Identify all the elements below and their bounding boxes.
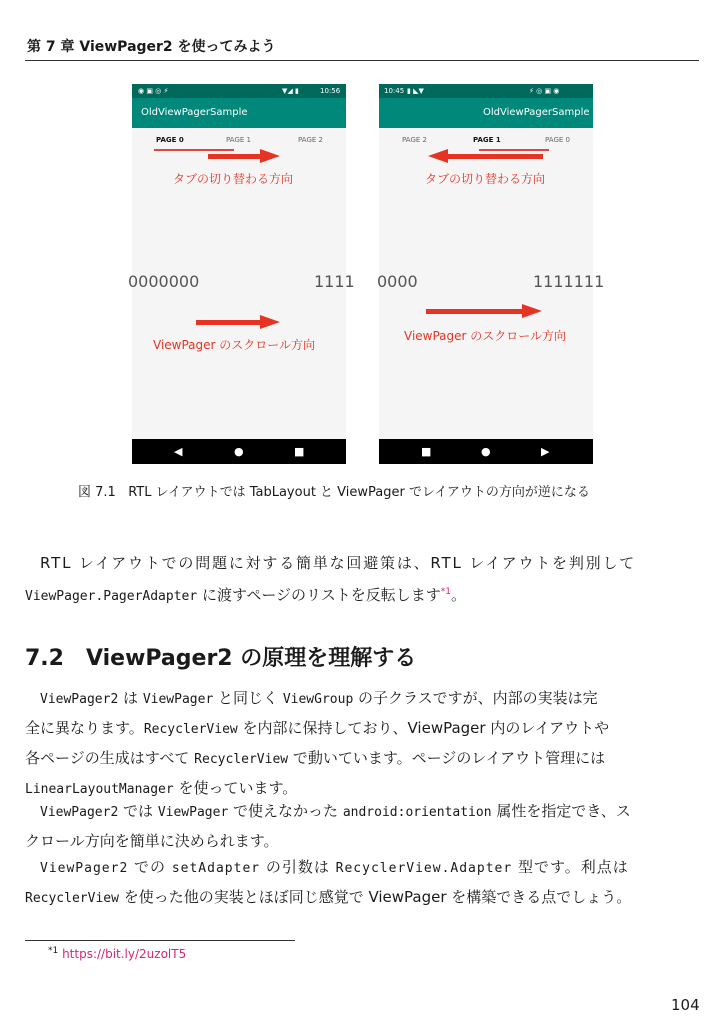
app-title: OldViewPagerSample (483, 107, 590, 118)
paragraph-line: ViewPager2 では ViewPager で使えなかった android:orientation 属性を指定でき、ス (40, 802, 631, 820)
figure-caption-text: RTL レイアウトでは TabLayout と ViewPager でレイアウトの方向が逆になる (128, 485, 590, 500)
paragraph-line: ViewPager2 での setAdapter の引数は RecyclerView.Adapter 型です。利点は (40, 858, 629, 876)
status-icons: ◉ ▣ ◎ ⚡ (138, 87, 169, 95)
footnote-ref[interactable]: *1 (440, 587, 451, 597)
code-span: ViewPager.PagerAdapter (25, 589, 198, 604)
paragraph-set-adapter (25, 853, 699, 913)
status-time: 10:56 (320, 87, 341, 95)
figure-number: 図 7.1 (78, 485, 116, 500)
back-icon[interactable]: ▶ (541, 445, 550, 458)
tab-direction-label: タブの切り替わる方向 (425, 172, 546, 186)
navigation-bar (132, 439, 346, 464)
chapter-header: 第 7 章 ViewPager2 を使ってみよう (27, 39, 276, 55)
recents-icon[interactable]: ■ (294, 445, 305, 458)
back-icon[interactable]: ◀ (174, 445, 183, 458)
page-content-left: 0000 (377, 272, 418, 291)
tab-page-1[interactable]: PAGE 1 (226, 136, 251, 144)
paragraph-line: ViewPager.PagerAdapter に渡すページのリストを反転します$^{*1}$。 (25, 586, 467, 604)
page-content-left: 0000000 (128, 272, 200, 291)
footnote-link[interactable]: https://bit.ly/2uzolT5 (62, 947, 187, 961)
tab-layout (132, 128, 346, 154)
paragraph-line: RecyclerView を使った他の実装とほぼ同じ感覚で ViewPager を構築できる点でしょう。 (25, 888, 632, 906)
app-bar (132, 98, 346, 128)
page-content-right: 1111111 (533, 272, 605, 291)
footnote-rule (25, 940, 295, 941)
figure-right-screenshot (377, 84, 605, 464)
status-bar (132, 84, 346, 98)
status-time: 10:45 (384, 87, 405, 95)
paragraph-line: クロール方向を簡単に決められます。 (25, 832, 279, 850)
signal-icon: ▮ ◣▼ (407, 87, 424, 95)
paragraph-line: RTL レイアウトでの問題に対する簡単な回避策は、RTL レイアウトを判別して (40, 554, 637, 572)
status-icons: ⚡ ◎ ▣ ◉ (529, 87, 560, 95)
tab-page-0[interactable]: PAGE 0 (156, 136, 184, 144)
page-number: 104 (671, 996, 700, 1014)
paragraph-line: 全に異なります。RecyclerView を内部に保持しており、ViewPager 内のレイアウトや (25, 719, 610, 737)
tab-indicator (154, 149, 234, 151)
paragraph-viewpager2-internals (25, 684, 699, 804)
app-bar (379, 98, 593, 128)
app-title: OldViewPagerSample (141, 107, 248, 118)
tab-indicator (479, 149, 549, 151)
paragraph-line: ViewPager2 は ViewPager と同じく ViewGroup の子クラスですが、内部の実装は完 (40, 689, 598, 707)
footnote-mark: *1 (48, 946, 59, 956)
navigation-bar (379, 439, 593, 464)
paragraph-line: LinearLayoutManager を使っています。 (25, 779, 298, 797)
page-content-right: 1111 (314, 272, 355, 291)
paragraph-rtl-workaround (25, 549, 699, 611)
home-icon[interactable]: ● (481, 445, 491, 458)
tab-page-1[interactable]: PAGE 1 (473, 136, 501, 144)
status-bar (379, 84, 593, 98)
tab-layout (379, 128, 593, 154)
paragraph-line: 各ページの生成はすべて RecyclerView で動いています。ページのレイアウト管理には (25, 749, 606, 767)
figure-caption (78, 481, 590, 500)
paragraph-orientation (25, 797, 699, 856)
section-heading: 7.2 ViewPager2 の原理を理解する (25, 646, 417, 671)
scroll-direction-label: ViewPager のスクロール方向 (404, 329, 567, 343)
scroll-direction-label: ViewPager のスクロール方向 (153, 338, 316, 352)
figure-left-screenshot (128, 84, 355, 464)
header-rule (25, 60, 699, 61)
home-icon[interactable]: ● (234, 445, 244, 458)
tab-page-0[interactable]: PAGE 0 (545, 136, 570, 144)
tab-page-2[interactable]: PAGE 2 (402, 136, 427, 144)
recents-icon[interactable]: ■ (421, 445, 432, 458)
footnote (48, 946, 186, 961)
tab-page-2[interactable]: PAGE 2 (298, 136, 323, 144)
tab-direction-label: タブの切り替わる方向 (173, 172, 294, 186)
signal-icon: ▼◢ ▮ (282, 87, 299, 95)
